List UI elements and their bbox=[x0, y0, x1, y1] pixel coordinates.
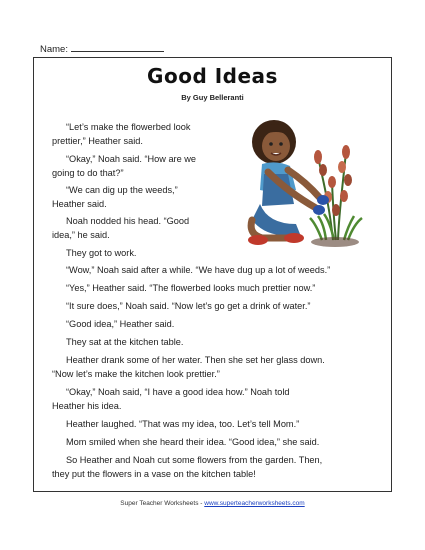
page-footer bbox=[0, 500, 425, 507]
paragraph-15: So Heather and Noah cut some flowers from the garden. Then, they put the flowers in a vase on the kitchen table! bbox=[52, 455, 323, 479]
story-byline: By Guy Belleranti bbox=[181, 93, 244, 102]
name-field bbox=[40, 42, 164, 55]
story-title: Good Ideas bbox=[147, 64, 278, 88]
footer-link[interactable]: www.superteacherworksheets.com bbox=[204, 500, 305, 507]
girl-gardening-illustration bbox=[238, 112, 373, 252]
name-blank-line[interactable] bbox=[71, 42, 164, 52]
paragraph-12: “Okay,” Noah said, “I have a good idea how.” Noah told Heather his idea. bbox=[52, 387, 290, 411]
paragraph-5: They got to work. bbox=[66, 248, 137, 258]
paragraph-13: Heather laughed. “That was my idea, too. Let’s tell Mom.” bbox=[66, 419, 300, 429]
paragraph-11: Heather drank some of her water. Then she set her glass down. “Now let’s make the kitchen look prettier.” bbox=[52, 355, 325, 379]
paragraph-1: “Let’s make the flowerbed look prettier,” Heather said. bbox=[52, 122, 191, 146]
paragraph-8: “It sure does,” Noah said. “Now let’s go get a drink of water.” bbox=[66, 301, 311, 311]
paragraph-6: “Wow,” Noah said after a while. “We have dug up a lot of weeds.” bbox=[66, 265, 331, 275]
paragraph-10: They sat at the kitchen table. bbox=[66, 337, 184, 347]
paragraph-3: “We can dig up the weeds,” Heather said. bbox=[52, 185, 178, 209]
paragraph-7: “Yes,” Heather said. “The flowerbed looks much prettier now.” bbox=[66, 283, 316, 293]
paragraph-14: Mom smiled when she heard their idea. “Good idea,” she said. bbox=[66, 437, 320, 447]
paragraph-2: “Okay,” Noah said. “How are we going to do that?” bbox=[52, 154, 197, 178]
name-label: Name: bbox=[40, 44, 68, 55]
footer-label: Super Teacher Worksheets - bbox=[120, 500, 205, 507]
paragraph-4: Noah nodded his head. “Good idea,” he said. bbox=[52, 216, 190, 240]
paragraph-9: “Good idea,” Heather said. bbox=[66, 319, 175, 329]
